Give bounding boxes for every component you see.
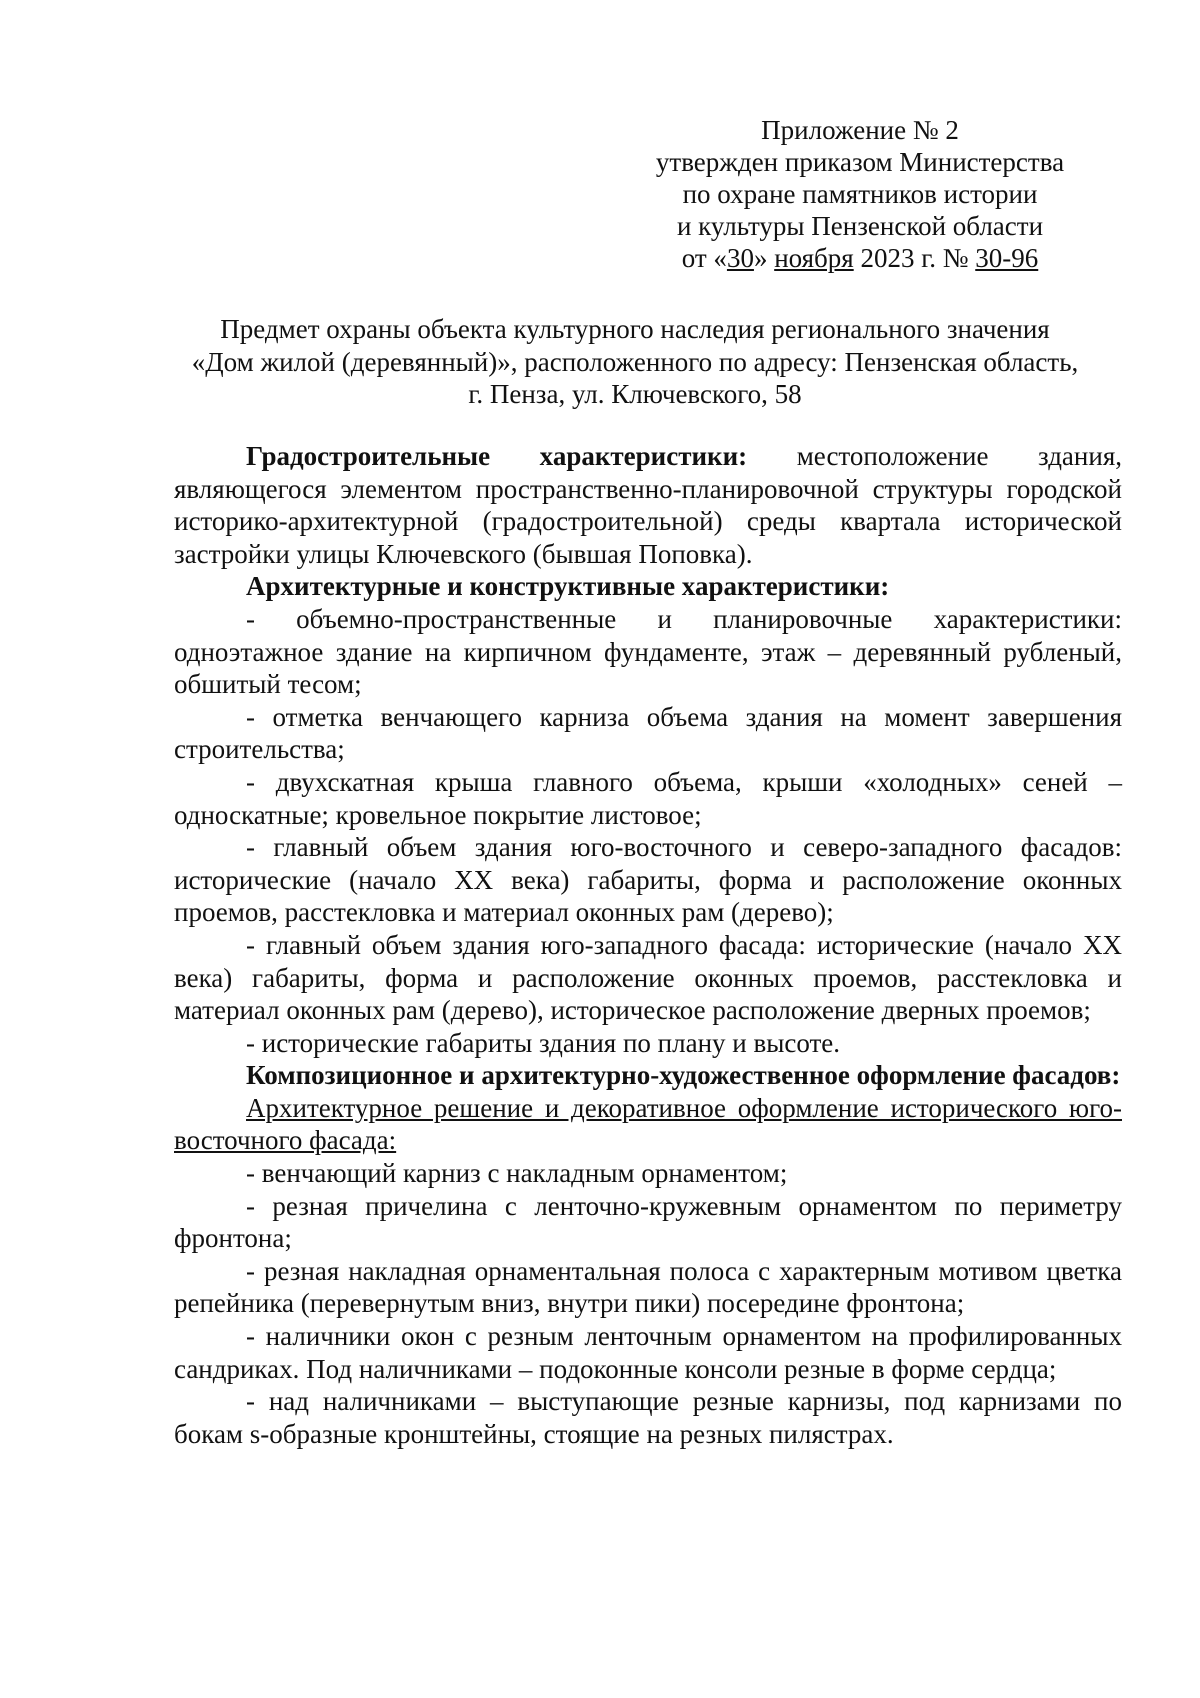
document-body	[174, 440, 1122, 1450]
comp-heading-paragraph	[174, 1059, 1122, 1092]
arch-item: - объемно-пространственные и планировочные характеристики: одноэтажное здание на кирпичном фундаменте, этаж – деревянный рубленый, обшитый тесом;	[174, 603, 1122, 700]
title-line-2: «Дом жилой (деревянный)», расположенного по адресу: Пензенская область,	[191, 346, 1079, 377]
approval-line-3: по охране памятников истории	[682, 179, 1038, 209]
facade-subheading: Архитектурное решение и декоративное оформление исторического юго-восточного фасада:	[174, 1092, 1122, 1156]
order-day: 30	[726, 243, 754, 273]
facade-item: - резная причелина с ленточно-кружевным орнаментом по периметру фронтона;	[174, 1190, 1122, 1254]
urban-heading: Градостроительные характеристики:	[246, 441, 748, 471]
facade-item: - резная накладная орнаментальная полоса с характерным мотивом цветка репейника (перевернутым вниз, внутри пики) посередине фронтона;	[174, 1255, 1122, 1319]
arch-item: - исторические габариты здания по плану и высоте.	[246, 1027, 841, 1058]
approval-stamp	[600, 114, 1120, 274]
arch-item: - главный объем здания юго-западного фасада: исторические (начало XX века) габариты, форма и расположение оконных проемов, расстекловка и материал оконных рам (дерево), историческое расположение дверных проемов;	[174, 929, 1122, 1026]
urban-paragraph	[174, 440, 1122, 570]
arch-heading-paragraph	[174, 570, 1122, 603]
urban-text: местоположение здания, являющегося элементом пространственно-планировочной структуры городской историко-архитектурной (градостроительной) среды квартала исторической застройки улицы Ключевского (бывшая Поповка).	[174, 441, 1122, 569]
facade-item: - наличники окон с резным ленточным орнаментом на профилированных сандриках. Под наличниками – подоконные консоли резные в форме сердца;	[174, 1321, 1122, 1384]
arch-item: - отметка венчающего карниза объема здания на момент завершения строительства;	[174, 701, 1122, 765]
arch-item: - главный объем здания юго-восточного и северо-западного фасадов: исторические (начало XX века) габариты, форма и расположение оконных проемов, расстекловка и материал оконных рам (дерево);	[174, 832, 1122, 928]
document-title	[150, 313, 1120, 411]
year-and-number-label: 2023 г. №	[853, 243, 976, 273]
comp-heading: Композиционное и архитектурно-художественное оформление фасадов:	[246, 1060, 1121, 1091]
arch-heading: Архитектурные и конструктивные характеристики:	[246, 571, 890, 602]
order-month: ноября	[774, 243, 854, 273]
date-prefix: от «	[681, 243, 727, 273]
approval-line-2: утвержден приказом Министерства	[655, 147, 1065, 177]
facade-subheading-paragraph	[174, 1092, 1122, 1157]
title-line-1: Предмет охраны объекта культурного наследия регионального значения	[220, 314, 1050, 344]
approval-date-line	[600, 242, 1120, 274]
facade-item: - венчающий карниз с накладным орнаментом;	[246, 1158, 788, 1189]
approval-line-4: и культуры Пензенской области	[676, 211, 1044, 241]
facade-item: - над наличниками – выступающие резные карнизы, под карнизами по бокам s-образные кронштейны, стоящие на резных пилястрах.	[174, 1386, 1122, 1449]
order-number: 30-96	[975, 243, 1039, 273]
arch-item: - двухскатная крыша главного объема, крыши «холодных» сеней – односкатные; кровельное покрытие листовое;	[174, 766, 1122, 830]
date-separator: »	[753, 243, 775, 273]
title-line-3: г. Пенза, ул. Ключевского, 58	[468, 379, 802, 409]
appendix-number: Приложение № 2	[761, 115, 959, 145]
